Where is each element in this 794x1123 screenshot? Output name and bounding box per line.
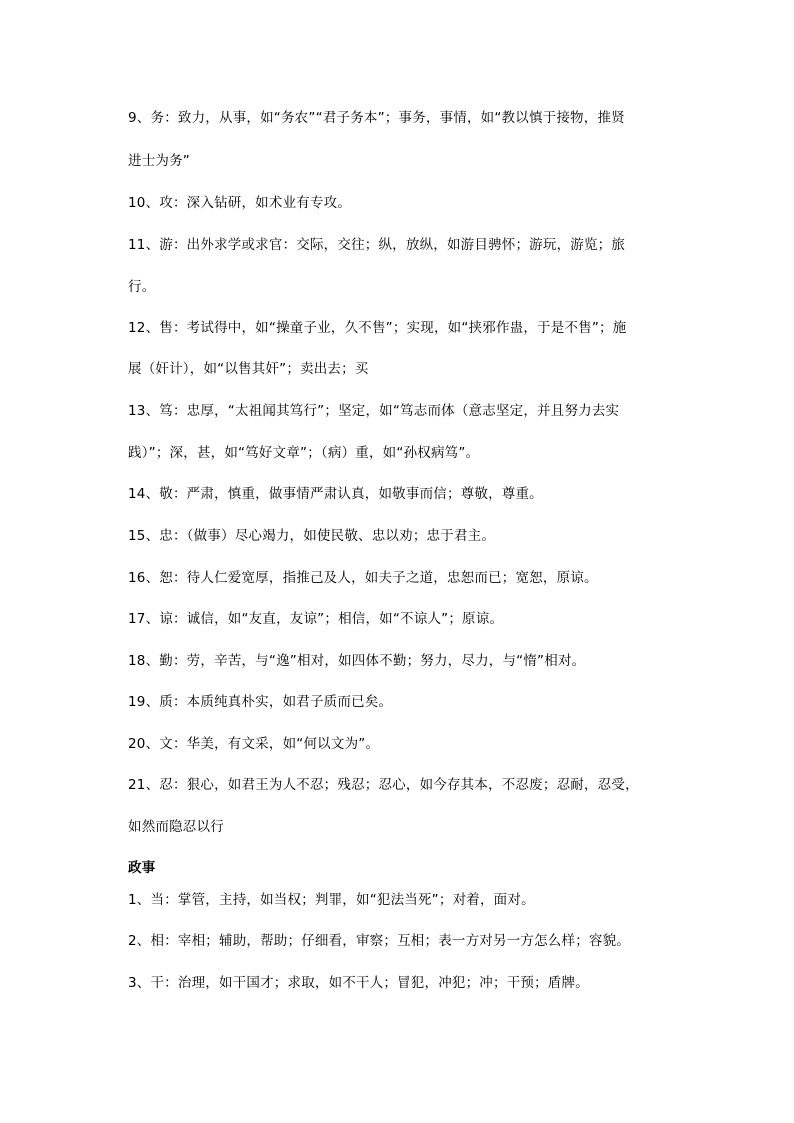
text-line: 如然而隐忍以行 — [128, 819, 224, 835]
text-line: 13、笃：忠厚，“太祖闻其笃行”；坚定，如“笃志而体（意志坚定，并且努力去实 — [128, 403, 620, 419]
text-line: 21、忍：狠心，如君王为人不忍；残忍；忍心，如今存其本，不忍废；忍耐，忍受， — [128, 777, 639, 793]
text-line: 17、谅：诚信，如“友直，友谅”；相信，如“不谅人”；原谅。 — [128, 611, 504, 627]
text-line: 9、务：致力，从事，如“务农”“君子务本”；事务，事情，如“教以慎于接物，推贤 — [128, 110, 625, 126]
text-line: 3、干：治理，如干国才；求取，如不干人；冒犯，冲犯；冲；干预；盾牌。 — [128, 975, 589, 991]
text-line: 行。 — [128, 279, 156, 295]
text-line: 进士为务” — [128, 153, 190, 169]
text-line: 10、攻：深入钻研，如术业有专攻。 — [128, 195, 352, 211]
text-line: 20、文：华美，有文采，如“何以文为”。 — [128, 736, 380, 752]
text-line: 19、质：本质纯真朴实，如君子质而已矣。 — [128, 694, 393, 710]
text-line: 1、当：掌管，主持，如当权；判罪，如“犯法当死”；对着，面对。 — [128, 892, 535, 908]
text-line: 11、游：出外求学或求官：交际，交往；纵，放纵，如游目骋怀；游玩，游览；旅 — [128, 237, 626, 253]
text-line: 践）”；深，甚，如“笃好文章”；（病）重，如“孙权病笃”。 — [128, 445, 480, 461]
text-line: 展（奸计），如“以售其奸”；卖出去；买 — [128, 361, 369, 377]
text-line: 12、售：考试得中，如“操童子业，久不售”；实现，如“挟邪作蛊，于是不售”；施 — [128, 320, 627, 336]
section-heading: 政事 — [128, 860, 156, 876]
text-line: 15、忠：（做事）尽心竭力，如使民敬、忠以劝；忠于君主。 — [128, 528, 496, 544]
text-line: 18、勤：劳，辛苦，与“逸”相对，如四体不勤；努力，尽力，与“惰”相对。 — [128, 653, 586, 669]
text-line: 16、恕：待人仁爱宽厚，指推己及人，如夫子之道，忠恕而已；宽恕，原谅。 — [128, 570, 598, 586]
text-line: 2、相：宰相；辅助，帮助；仔细看，审察；互相；表一方对另一方怎么样；容貌。 — [128, 933, 630, 949]
text-line: 14、敬：严肃，慎重，做事情严肃认真，如敬事而信；尊敬，尊重。 — [128, 486, 543, 502]
